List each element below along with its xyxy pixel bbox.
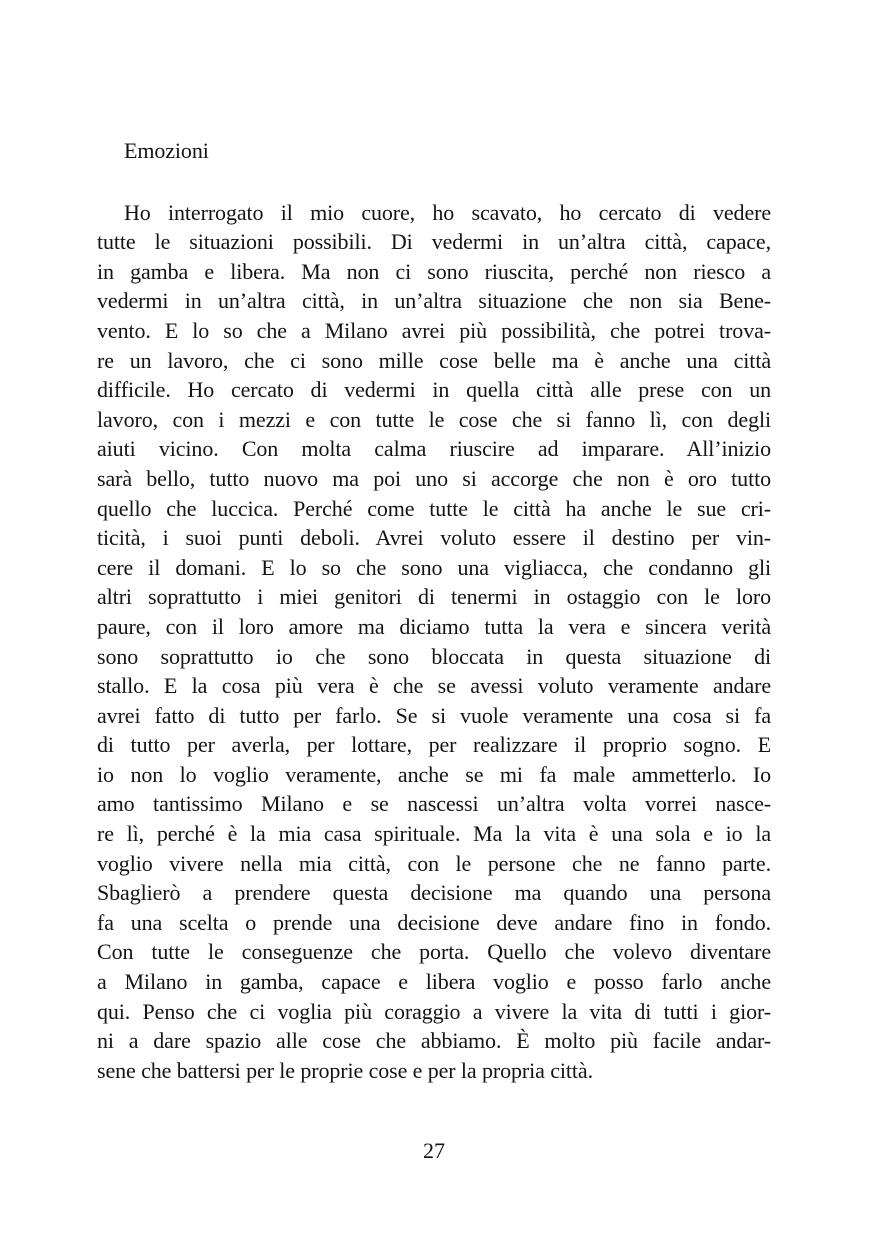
body-line: Con tutte le conseguenze che porta. Quello che volevo diventare — [97, 939, 771, 965]
body-line: a Milano in gamba, capace e libera voglio e posso farlo anche — [97, 969, 771, 995]
body-line: aiuti vicino. Con molta calma riuscire ad imparare. All’inizio — [97, 436, 771, 462]
body-line: sene che battersi per le proprie cose e per la propria città. — [97, 1057, 593, 1083]
body-line: amo tantissimo Milano e se nascessi un’altra volta vorrei nasce- — [97, 791, 771, 817]
body-line: altri soprattutto i miei genitori di tenermi in ostaggio con le loro — [97, 584, 771, 610]
body-line: sono soprattutto io che sono bloccata in questa situazione di — [97, 643, 771, 669]
body-line: ni a dare spazio alle cose che abbiamo. È molto più facile andar- — [97, 1028, 771, 1054]
body-line: vedermi in un’altra città, in un’altra situazione che non sia Bene- — [97, 288, 771, 314]
body-line: in gamba e libera. Ma non ci sono riuscita, perché non riesco a — [97, 258, 771, 284]
body-line: di tutto per averla, per lottare, per realizzare il proprio sogno. E — [97, 732, 771, 758]
body-line: cere il domani. E lo so che sono una vigliacca, che condanno gli — [97, 554, 771, 580]
body-line: qui. Penso che ci voglia più coraggio a vivere la vita di tutti i gior- — [97, 998, 771, 1024]
body-line: quello che luccica. Perché come tutte le città ha anche le sue cri- — [97, 495, 771, 521]
body-line: re un lavoro, che ci sono mille cose belle ma è anche una città — [97, 347, 771, 373]
body-line: vento. E lo so che a Milano avrei più possibilità, che potrei trova- — [97, 317, 771, 343]
body-line: fa una scelta o prende una decisione deve andare fino in fondo. — [97, 909, 771, 935]
body-line: tutte le situazioni possibili. Di vedermi in un’altra città, capace, — [97, 229, 771, 255]
body-line: difficile. Ho cercato di vedermi in quella città alle prese con un — [97, 377, 771, 403]
body-line: io non lo voglio veramente, anche se mi fa male ammetterlo. Io — [97, 761, 771, 787]
chapter-heading: Emozioni — [124, 138, 209, 163]
body-line: stallo. E la cosa più vera è che se avessi voluto veramente andare — [97, 673, 771, 699]
body-line: paure, con il loro amore ma diciamo tutta la vera e sincera verità — [97, 613, 771, 639]
body-paragraph — [97, 198, 771, 1086]
body-line: ticità, i suoi punti deboli. Avrei voluto essere il destino per vin- — [97, 525, 771, 551]
body-line: lavoro, con i mezzi e con tutte le cose che si fanno lì, con degli — [97, 406, 771, 432]
page-number: 27 — [423, 1138, 445, 1163]
text-block — [97, 136, 771, 1085]
body-line: Sbaglierò a prendere questa decisione ma quando una persona — [97, 880, 771, 906]
body-line: voglio vivere nella mia città, con le persone che ne fanno parte. — [97, 850, 771, 876]
body-line: re lì, perché è la mia casa spirituale. Ma la vita è una sola e io la — [97, 821, 771, 847]
body-line: Ho interrogato il mio cuore, ho scavato, ho cercato di vedere — [124, 199, 771, 225]
body-line: sarà bello, tutto nuovo ma poi uno si accorge che non è oro tutto — [97, 465, 771, 491]
body-line: avrei fatto di tutto per farlo. Se si vuole veramente una cosa si fa — [97, 702, 771, 728]
